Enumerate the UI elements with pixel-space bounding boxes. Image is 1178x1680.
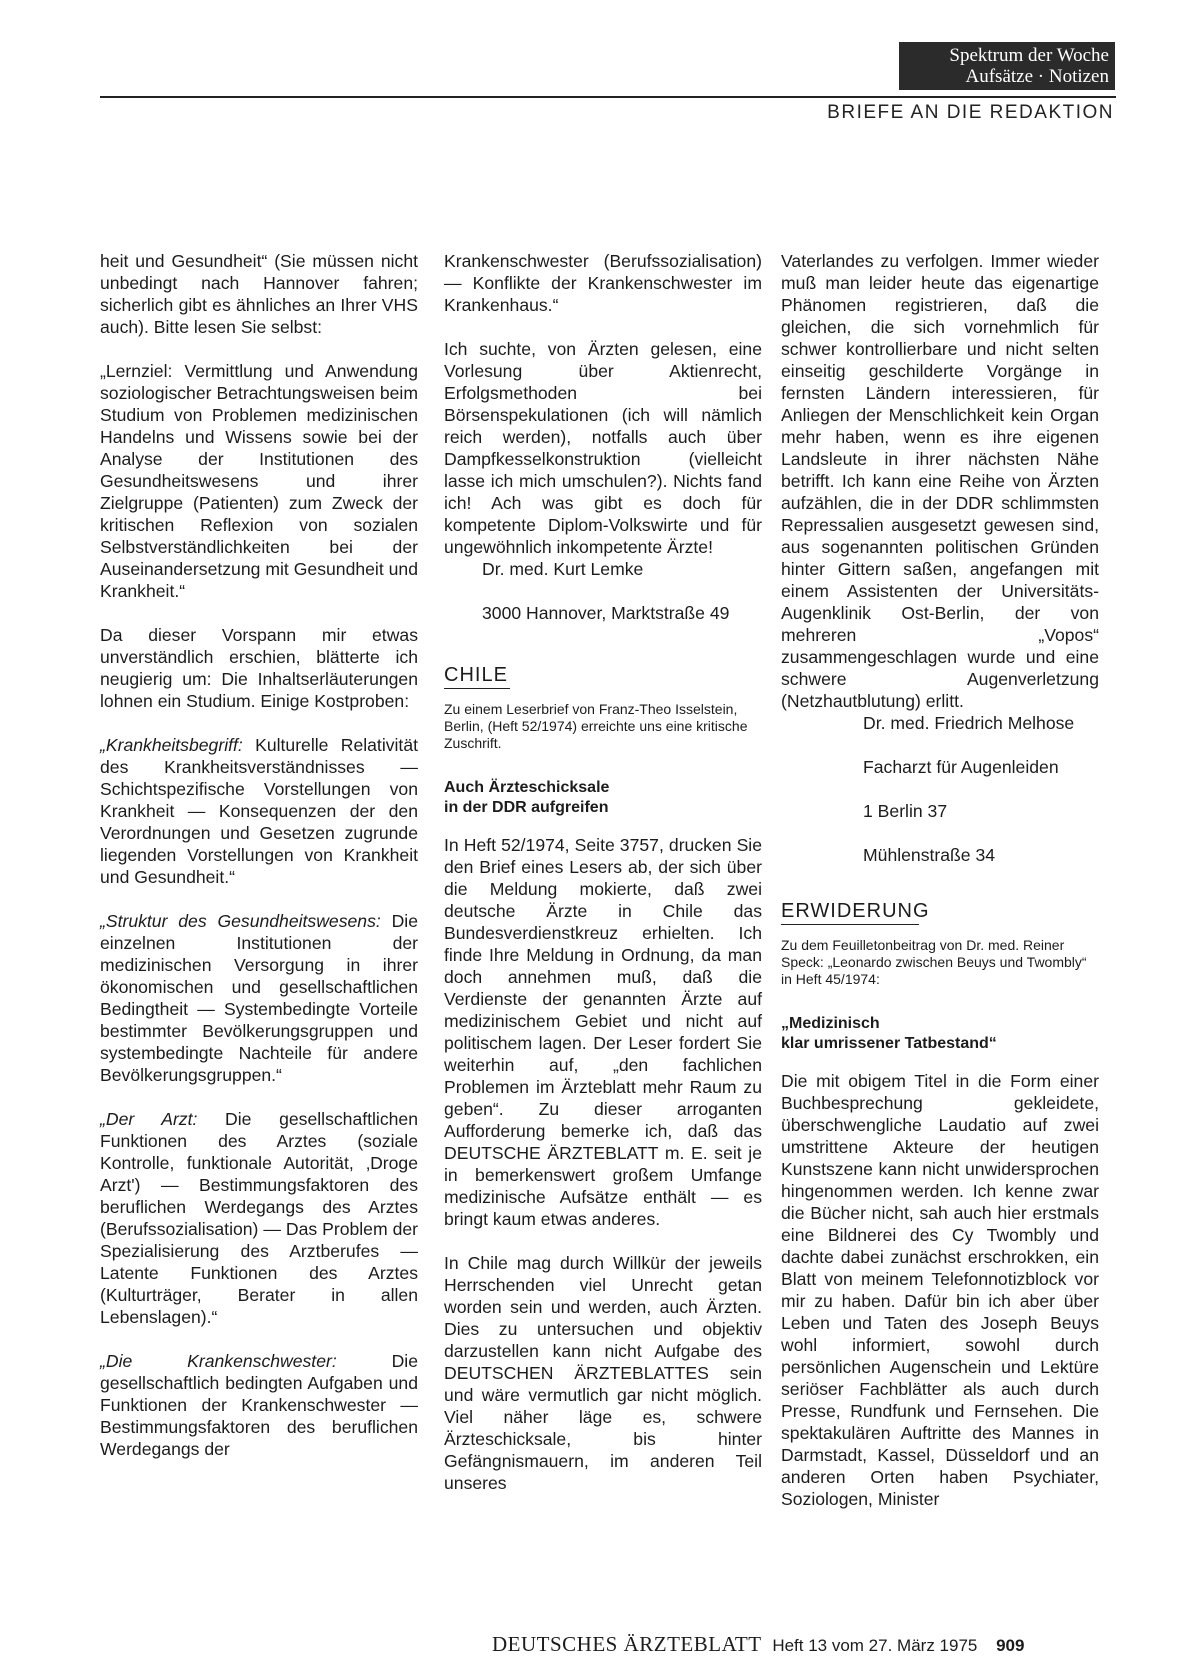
paragraph (100, 734, 418, 888)
section-badge (899, 42, 1115, 90)
term-label: „Der Arzt: (100, 1109, 198, 1129)
paragraph: Ich suchte, von Ärzten gelesen, eine Vorlesung über Aktienrecht, Erfolgsmethoden bei Börsenspekulationen (ich will nämlich reich werden), notfalls auch über Dampfkesselkonstruktion (vielleicht lasse ich mich umschulen?). Nichts fand ich! Ach was gibt es doch für kompetente Diplom-Volkswirte und für ungewöhnlich inkompetente Ärzte! (444, 339, 762, 557)
rubric-heading: CHILE (444, 664, 510, 689)
page-number: 909 (996, 1636, 1025, 1655)
section-heading: BRIEFE AN DIE REDAKTION (827, 102, 1114, 123)
paragraph: „Lernziel: Vermittlung und Anwendung soziologischer Betrachtungsweisen beim Studium von Problemen medizinischen Handelns und Wissens sowie bei der Analyse der Institutionen des Gesundheitswesens und ihrer Zielgruppe (Patienten) zum Zweck der kritischen Reflexion von sozialen Selbstverständlichkeiten bei der Auseinandersetzung mit Gesundheit und Krankheit.“ (100, 361, 418, 601)
paragraph: In Chile mag durch Willkür der jeweils Herrschenden viel Unrecht getan worden sein und werden, auch Ärzten. Dies zu untersuchen und objektiv darzustellen kann nicht Aufgabe des DEUTSCHEN ÄRZTEBLATTES sein und wäre vermutlich gar nicht möglich. Viel näher läge es, schwere Ärzteschicksale, bis hinter Gefängnismauern, im anderen Teil unseres (444, 1253, 762, 1493)
rubric-heading: ERWIDERUNG (781, 900, 919, 925)
headline-line: klar umrissener Tatbestand“ (781, 1035, 997, 1052)
signature-name: Dr. med. Friedrich Melhose (863, 713, 1075, 733)
signature-street: Mühlenstraße 34 (863, 845, 996, 865)
paragraph (100, 1350, 418, 1460)
signature-title: Facharzt für Augenleiden (863, 757, 1059, 777)
term-label: „Krankheitsbegriff: (100, 735, 243, 755)
letter-intro: Zu dem Feuilletonbeitrag von Dr. med. Reiner Speck: „Leonardo zwischen Beuys und Twombly“ in Heft 45/1974: (781, 937, 1087, 987)
paragraph: Die mit obigem Titel in die Form einer Buchbesprechung gekleidete, überschwengliche Laudatio auf zwei umstrittene Akteure der heutigen Kunstszene kann nicht unwidersprochen hingenommen werden. Ich kenne zwar die Bücher nicht, sah auch hier erstmals eine Bildnerei des Cy Twombly und dachte dabei zunächst erschrokken, ein Blatt von meinem Telefonnotizblock vor mir zu haben. Dafür bin ich aber über Leben und Taten des Joseph Beuys wohl informiert, sowohl durch persönlichen Augenschein und Lektüre seriöser Fachblätter als auch durch Presse, Rundfunk und Fernsehen. Die spektakulären Auftritte des Mannes in Darmstadt, Kassel, Düsseldorf und an anderen Orten haben Psychiater, Soziologen, Minister (781, 1071, 1099, 1509)
term-label: „Struktur des Gesundheitswesens: (100, 911, 381, 931)
header-rule (100, 96, 1116, 98)
badge-line-2: Aufsätze · Notizen (965, 66, 1109, 87)
paragraph: Krankenschwester (Berufssozialisation) — Konflikte der Krankenschwester im Krankenhaus.“ (444, 251, 762, 315)
badge-line-1: Spektrum der Woche (949, 45, 1109, 66)
term-text: Die gesellschaftlichen Funktionen des Arztes (soziale Kontrolle, funktionale Autorität, ‚Droge Arzt') — Bestimmungsfaktoren des beruflichen Werdegangs des Arztes (Berufssozialisation) — Das Problem der Spezialisierung des Arztberufes — Latente Funktionen des Arztes (Kulturträger, Berater in allen Lebenslagen).“ (100, 1109, 418, 1327)
paragraph (100, 910, 418, 1086)
page-footer (492, 1632, 1116, 1657)
headline-line: „Medizinisch (781, 1015, 880, 1032)
signature-name: Dr. med. Kurt Lemke (482, 559, 644, 579)
term-label: „Die Krankenschwester: (100, 1351, 337, 1371)
issue-info: Heft 13 vom 27. März 1975 (772, 1636, 978, 1655)
column-1 (100, 250, 418, 1460)
journal-name: DEUTSCHES ÄRZTEBLATT (492, 1632, 762, 1656)
paragraph: In Heft 52/1974, Seite 3757, drucken Sie den Brief eines Lesers ab, der sich über die Meldung mokierte, daß zwei deutsche Ärzte in Chile das Bundesverdienstkreuz erhielten. Ich finde Ihre Meldung in Ordnung, da man doch annehmen muß, daß die Verdienste der genannten Ärzte auf medizinischem Gebiet und nicht auf politischem lagen. Der Leser fordert Sie weiterhin auf, „den fachlichen Problemen im Ärzteblatt mehr Raum zu geben“. Zu dieser arroganten Aufforderung bemerke ich, daß das DEUTSCHE ÄRZTEBLATT m. E. seit je in bemerkenswert großem Umfange medizinische Aufsätze enthält — es bringt kaum etwas anderes. (444, 835, 762, 1229)
signature-address: 3000 Hannover, Marktstraße 49 (482, 603, 730, 623)
paragraph (100, 1108, 418, 1328)
column-3 (781, 250, 1099, 1510)
column-2 (444, 250, 762, 1494)
term-text: Die gesellschaftlich bedingten Aufgaben und Funktionen der Krankenschwester — Bestimmungsfaktoren des beruflichen Werdegangs der (100, 1351, 418, 1459)
paragraph: Da dieser Vorspann mir etwas unverständlich erschien, blätterte ich neugierig um: Die Inhaltserläuterungen lohnen ein Studium. Einige Kostproben: (100, 625, 418, 711)
term-text: Die einzelnen Institutionen der medizinischen Versorgung in ihrer ökonomischen und gesellschaftlichen Bedingtheit — Systembedingte Vorteile bestimmter Bevölkerungsgruppen und systembedingte Nachteile für andere Bevölkerungsgruppen.“ (100, 911, 418, 1085)
term-text: Kulturelle Relativität des Krankheitsverständnisses — Schichtspezifische Vorstellungen von Krankheit — Konsequenzen der den Verordnungen und Gesetzen zugrunde liegenden Vorstellungen von Krankheit und Gesundheit.“ (100, 735, 418, 887)
letter-headline (444, 778, 762, 818)
paragraph: heit und Gesundheit“ (Sie müssen nicht unbedingt nach Hannover fahren; sicherlich gibt es ähnliches an Ihrer VHS auch). Bitte lesen Sie selbst: (100, 251, 418, 337)
paragraph: Vaterlandes zu verfolgen. Immer wieder muß man leider heute das eigenartige Phänomen registrieren, daß die gleichen, die sich vornehmlich für schwer kontrollierbare und nicht selten einseitig geschilderte Vorgänge in fernsten Ländern interessieren, für Anliegen der Menschlichkeit kein Organ mehr haben, wenn es ihre eigenen Landsleute in ihrer nächsten Nähe betrifft. Ich kann eine Reihe von Ärzten aufzählen, die in der DDR schlimmsten Repressalien ausgesetzt gewesen sind, aus sogenannten politischen Gründen hinter Gittern saßen, angefangen mit einem Assistenten der Universitäts-Augenklinik Ost-Berlin, der von mehreren „Vopos“ zusammengeschlagen wurde und eine schwere Augenverletzung (Netzhautblutung) erlitt. (781, 251, 1099, 711)
letter-headline (781, 1014, 1099, 1054)
headline-line: Auch Ärzteschicksale (444, 779, 610, 796)
signature-city: 1 Berlin 37 (863, 801, 948, 821)
headline-line: in der DDR aufgreifen (444, 799, 609, 816)
letter-intro: Zu einem Leserbrief von Franz-Theo Isselstein, Berlin, (Heft 52/1974) erreichte uns eine kritische Zuschrift. (444, 701, 748, 751)
